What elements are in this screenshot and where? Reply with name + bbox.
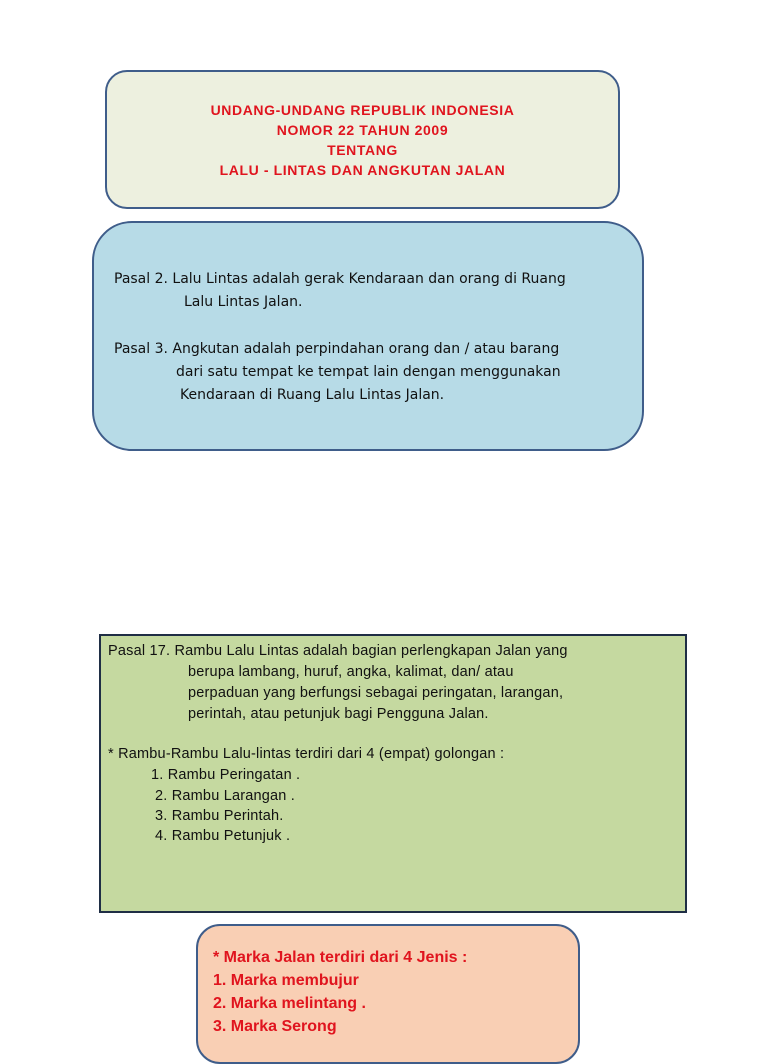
list-item: 3. Marka Serong bbox=[213, 1018, 337, 1035]
list-item: 2. Marka melintang . bbox=[213, 995, 366, 1012]
list-item: 1. Marka membujur bbox=[213, 972, 359, 989]
list-item: 3. Rambu Perintah. bbox=[155, 808, 284, 824]
definitions-box bbox=[92, 221, 644, 451]
list-item: 1. Rambu Peringatan . bbox=[151, 767, 301, 783]
law-title-line-2: NOMOR 22 TAHUN 2009 bbox=[276, 121, 449, 138]
law-title-line-3: TENTANG bbox=[327, 141, 398, 158]
pasal-2-line-1: Pasal 2. Lalu Lintas adalah gerak Kendaraan dan orang di Ruang bbox=[114, 271, 566, 287]
marka-title: * Marka Jalan terdiri dari 4 Jenis : bbox=[213, 949, 468, 966]
pasal-17-line-4: perintah, atau petunjuk bagi Pengguna Jalan. bbox=[188, 706, 489, 722]
rambu-box bbox=[99, 634, 687, 913]
list-item: 4. Rambu Petunjuk . bbox=[155, 828, 291, 844]
list-item: 2. Rambu Larangan . bbox=[155, 788, 296, 804]
pasal-17-line-2: berupa lambang, huruf, angka, kalimat, dan/ atau bbox=[188, 664, 514, 680]
marka-box bbox=[196, 924, 580, 1064]
pasal-3-line-2: dari satu tempat ke tempat lain dengan menggunakan bbox=[176, 364, 561, 380]
pasal-17-line-3: perpaduan yang berfungsi sebagai peringatan, larangan, bbox=[188, 685, 564, 701]
pasal-17-line-1: Pasal 17. Rambu Lalu Lintas adalah bagian perlengkapan Jalan yang bbox=[108, 643, 568, 659]
pasal-3-line-1: Pasal 3. Angkutan adalah perpindahan orang dan / atau barang bbox=[114, 341, 560, 357]
law-title-line-4: LALU - LINTAS DAN ANGKUTAN JALAN bbox=[219, 161, 506, 178]
pasal-2-line-2: Lalu Lintas Jalan. bbox=[184, 294, 303, 310]
law-title-line-1: UNDANG-UNDANG REPUBLIK INDONESIA bbox=[210, 101, 515, 118]
pasal-3-line-3: Kendaraan di Ruang Lalu Lintas Jalan. bbox=[180, 387, 445, 403]
rambu-intro: * Rambu-Rambu Lalu-lintas terdiri dari 4 (empat) golongan : bbox=[108, 746, 505, 762]
title-box bbox=[105, 70, 620, 209]
